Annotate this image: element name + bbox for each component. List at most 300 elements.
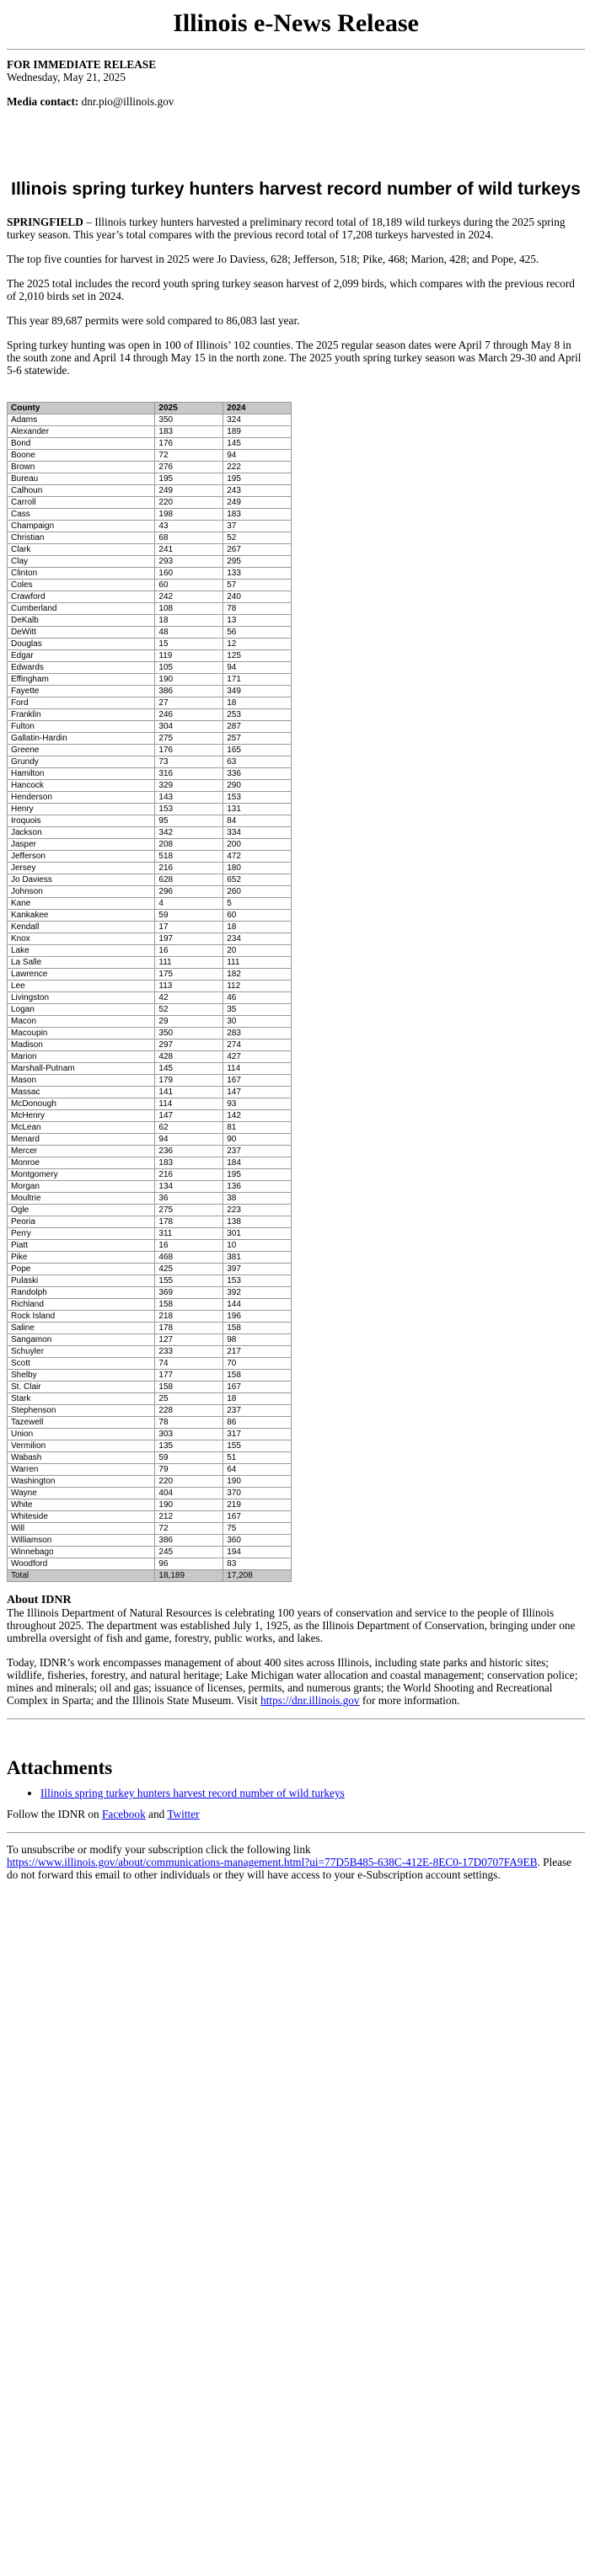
table-row xyxy=(8,1346,292,1358)
harvest-2024-cell: 94 xyxy=(223,662,292,674)
table-row xyxy=(8,438,292,450)
table-row xyxy=(8,603,292,615)
harvest-2025-cell: 119 xyxy=(155,650,223,662)
harvest-2024-cell: 240 xyxy=(223,591,292,603)
county-cell: Perry xyxy=(8,1228,155,1240)
county-cell: Gallatin-Hardin xyxy=(8,733,155,745)
table-row xyxy=(8,1028,292,1039)
harvest-2024-cell: 133 xyxy=(223,568,292,580)
harvest-2024-cell: 158 xyxy=(223,1323,292,1334)
harvest-2025-cell: 198 xyxy=(155,509,223,521)
county-cell: Menard xyxy=(8,1134,155,1146)
harvest-2024-cell: 180 xyxy=(223,863,292,874)
county-cell: Williamson xyxy=(8,1535,155,1547)
table-row xyxy=(8,874,292,886)
footer xyxy=(7,1832,585,1881)
harvest-2025-cell: 94 xyxy=(155,1134,223,1146)
harvest-2024-cell: 70 xyxy=(223,1358,292,1370)
harvest-2024-cell: 94 xyxy=(223,450,292,462)
table-row xyxy=(8,922,292,933)
harvest-2024-cell: 167 xyxy=(223,1075,292,1087)
table-row xyxy=(8,1075,292,1087)
county-cell: Randolph xyxy=(8,1287,155,1299)
table-row xyxy=(8,1511,292,1523)
harvest-2024-cell: 155 xyxy=(223,1440,292,1452)
harvest-2024-cell: 153 xyxy=(223,792,292,804)
harvest-2025-cell: 62 xyxy=(155,1122,223,1134)
harvest-2024-cell: 83 xyxy=(223,1558,292,1570)
county-cell: Massac xyxy=(8,1087,155,1098)
harvest-2024-cell: 125 xyxy=(223,650,292,662)
harvest-2024-cell: 234 xyxy=(223,933,292,945)
county-cell: Greene xyxy=(8,745,155,756)
harvest-2025-cell: 36 xyxy=(155,1193,223,1205)
harvest-2024-cell: 13 xyxy=(223,615,292,627)
harvest-2025-cell: 249 xyxy=(155,485,223,497)
harvest-2025-cell: 179 xyxy=(155,1075,223,1087)
table-row xyxy=(8,462,292,473)
harvest-2024-cell: 189 xyxy=(223,426,292,438)
harvest-2025-cell: 425 xyxy=(155,1264,223,1275)
county-cell: Edgar xyxy=(8,650,155,662)
harvest-2024-cell: 111 xyxy=(223,957,292,969)
table-row xyxy=(8,1110,292,1122)
paragraph-1-text: – Illinois turkey hunters harvested a preliminary record total of 18,189 wild turkeys during the 2025 spring turkey season. This year’s total compares with the previous record total of 17,208 turkeys harvested in 2024. xyxy=(7,216,566,241)
harvest-2024-cell: 165 xyxy=(223,745,292,756)
harvest-2025-cell: 72 xyxy=(155,450,223,462)
county-cell: Warren xyxy=(8,1464,155,1476)
twitter-link[interactable]: Twitter xyxy=(167,1808,200,1820)
harvest-2025-cell: 428 xyxy=(155,1051,223,1063)
table-row xyxy=(8,1098,292,1110)
harvest-2025-cell: 158 xyxy=(155,1382,223,1393)
county-cell: Sangamon xyxy=(8,1334,155,1346)
table-row xyxy=(8,981,292,992)
county-cell: Pike xyxy=(8,1252,155,1264)
table-row xyxy=(8,815,292,827)
county-cell: Jackson xyxy=(8,827,155,839)
harvest-2025-cell: 275 xyxy=(155,1205,223,1216)
harvest-2025-cell: 241 xyxy=(155,544,223,556)
harvest-2025-cell: 127 xyxy=(155,1334,223,1346)
harvest-2025-cell: 15 xyxy=(155,639,223,650)
county-cell: Union xyxy=(8,1429,155,1440)
table-row xyxy=(8,591,292,603)
harvest-2024-cell: 301 xyxy=(223,1228,292,1240)
harvest-2025-cell: 208 xyxy=(155,839,223,851)
harvest-2025-cell: 141 xyxy=(155,1087,223,1098)
harvest-2024-cell: 10 xyxy=(223,1240,292,1252)
table-row xyxy=(8,615,292,627)
table-row xyxy=(8,1393,292,1405)
table-row xyxy=(8,485,292,497)
harvest-2025-cell: 105 xyxy=(155,662,223,674)
harvest-2025-cell: 59 xyxy=(155,1452,223,1464)
county-cell: Hamilton xyxy=(8,768,155,780)
table-row xyxy=(8,473,292,485)
harvest-2024-cell: 184 xyxy=(223,1157,292,1169)
harvest-2025-cell: 296 xyxy=(155,886,223,898)
harvest-2024-cell: 63 xyxy=(223,756,292,768)
table-row xyxy=(8,1440,292,1452)
media-contact-label: Media contact: xyxy=(7,95,79,108)
harvest-2025-cell: 27 xyxy=(155,697,223,709)
county-cell: Winnebago xyxy=(8,1547,155,1558)
table-row xyxy=(8,721,292,733)
table-row xyxy=(8,1275,292,1287)
attachments-heading: Attachments xyxy=(7,1757,113,1778)
unsubscribe-text: To unsubscribe or modify your subscription click the following link xyxy=(7,1843,311,1856)
county-cell: Mercer xyxy=(8,1146,155,1157)
follow-line xyxy=(7,1808,585,1820)
harvest-2024-cell: 145 xyxy=(223,438,292,450)
table-row xyxy=(8,1334,292,1346)
table-row xyxy=(8,898,292,910)
harvest-2024-cell: 46 xyxy=(223,992,292,1004)
table-row xyxy=(8,945,292,957)
harvest-2024-cell: 64 xyxy=(223,1464,292,1476)
unsubscribe-link[interactable]: https://www.illinois.gov/about/communications-management.html?ui=77D5B485-638C-412E-8EC0-17D0707FA9EB xyxy=(7,1856,538,1868)
attachment-item xyxy=(40,1787,585,1799)
harvest-2024-cell: 78 xyxy=(223,603,292,615)
harvest-2025-cell: 386 xyxy=(155,1535,223,1547)
table-row xyxy=(8,886,292,898)
table-header-row xyxy=(8,403,292,414)
harvest-2025-cell: 111 xyxy=(155,957,223,969)
table-row xyxy=(8,509,292,521)
table-row xyxy=(8,1311,292,1323)
harvest-2024-cell: 30 xyxy=(223,1016,292,1028)
harvest-2025-cell: 197 xyxy=(155,933,223,945)
harvest-2024-cell: 267 xyxy=(223,544,292,556)
table-row xyxy=(8,827,292,839)
harvest-2024-cell: 37 xyxy=(223,521,292,532)
about-section xyxy=(7,1594,585,1707)
harvest-2025-cell: 468 xyxy=(155,1252,223,1264)
harvest-2025-cell: 216 xyxy=(155,863,223,874)
harvest-2024-cell: 190 xyxy=(223,1476,292,1488)
table-row xyxy=(8,1169,292,1181)
total-label-cell: Total xyxy=(8,1570,155,1582)
table-row xyxy=(8,1358,292,1370)
table-row xyxy=(8,709,292,721)
harvest-2025-cell: 304 xyxy=(155,721,223,733)
county-cell: DeKalb xyxy=(8,615,155,627)
harvest-2025-cell: 43 xyxy=(155,521,223,532)
table-row xyxy=(8,1558,292,1570)
table-row xyxy=(8,1063,292,1075)
county-cell: Bond xyxy=(8,438,155,450)
harvest-2025-cell: 316 xyxy=(155,768,223,780)
article-headline: Illinois spring turkey hunters harvest record number of wild turkeys xyxy=(11,179,581,199)
table-row xyxy=(8,662,292,674)
harvest-2024-cell: 222 xyxy=(223,462,292,473)
table-row xyxy=(8,1452,292,1464)
harvest-2025-cell: 135 xyxy=(155,1440,223,1452)
harvest-2024-cell: 142 xyxy=(223,1110,292,1122)
table-row xyxy=(8,969,292,981)
harvest-2025-cell: 78 xyxy=(155,1417,223,1429)
paragraph-2: The top five counties for harvest in 2025 were Jo Daviess, 628; Jefferson, 518; Pike, 468; Marion, 428; and Pope, 425. xyxy=(7,253,539,265)
county-cell: Madison xyxy=(8,1039,155,1051)
table-row xyxy=(8,674,292,686)
harvest-2025-cell: 18 xyxy=(155,615,223,627)
table-row xyxy=(8,1264,292,1275)
harvest-2024-cell: 18 xyxy=(223,697,292,709)
county-cell: Marshall-Putnam xyxy=(8,1063,155,1075)
harvest-2025-cell: 245 xyxy=(155,1547,223,1558)
harvest-2025-cell: 183 xyxy=(155,426,223,438)
county-cell: Cass xyxy=(8,509,155,521)
follow-and: and xyxy=(145,1808,168,1820)
harvest-2025-cell: 242 xyxy=(155,591,223,603)
harvest-2024-cell: 652 xyxy=(223,874,292,886)
table-row xyxy=(8,1004,292,1016)
harvest-2024-cell: 51 xyxy=(223,1452,292,1464)
attachment-link[interactable]: Illinois spring turkey hunters harvest record number of wild turkeys xyxy=(40,1787,345,1799)
harvest-2025-cell: 153 xyxy=(155,804,223,815)
county-cell: Effingham xyxy=(8,674,155,686)
table-row xyxy=(8,414,292,426)
county-cell: Fayette xyxy=(8,686,155,697)
county-cell: Christian xyxy=(8,532,155,544)
harvest-2025-cell: 329 xyxy=(155,780,223,792)
harvest-2025-cell: 176 xyxy=(155,745,223,756)
table-row xyxy=(8,1122,292,1134)
harvest-2025-cell: 48 xyxy=(155,627,223,639)
county-cell: Jasper xyxy=(8,839,155,851)
table-row xyxy=(8,1134,292,1146)
total-value-cell: 18,189 xyxy=(155,1570,223,1582)
table-row xyxy=(8,1464,292,1476)
harvest-2024-cell: 219 xyxy=(223,1499,292,1511)
harvest-2024-cell: 153 xyxy=(223,1275,292,1287)
table-row xyxy=(8,1523,292,1535)
harvest-2024-cell: 138 xyxy=(223,1216,292,1228)
county-cell: Macon xyxy=(8,1016,155,1028)
harvest-2025-cell: 218 xyxy=(155,1311,223,1323)
county-cell: Rock Island xyxy=(8,1311,155,1323)
table-row xyxy=(8,839,292,851)
harvest-2024-cell: 81 xyxy=(223,1122,292,1134)
harvest-2025-cell: 518 xyxy=(155,851,223,863)
county-cell: Brown xyxy=(8,462,155,473)
harvest-2025-cell: 25 xyxy=(155,1393,223,1405)
harvest-2024-cell: 131 xyxy=(223,804,292,815)
table-row xyxy=(8,568,292,580)
table-row xyxy=(8,1476,292,1488)
county-cell: Macoupin xyxy=(8,1028,155,1039)
harvest-2024-cell: 217 xyxy=(223,1346,292,1358)
harvest-2025-cell: 628 xyxy=(155,874,223,886)
harvest-2024-cell: 183 xyxy=(223,509,292,521)
harvest-2025-cell: 183 xyxy=(155,1157,223,1169)
facebook-link[interactable]: Facebook xyxy=(102,1808,146,1820)
harvest-2024-cell: 35 xyxy=(223,1004,292,1016)
harvest-2025-cell: 404 xyxy=(155,1488,223,1499)
harvest-2024-cell: 287 xyxy=(223,721,292,733)
county-cell: Ford xyxy=(8,697,155,709)
follow-text: Follow the IDNR on xyxy=(7,1808,103,1820)
harvest-2024-cell: 182 xyxy=(223,969,292,981)
table-row xyxy=(8,1499,292,1511)
harvest-2025-cell: 155 xyxy=(155,1275,223,1287)
harvest-2024-cell: 295 xyxy=(223,556,292,568)
harvest-2025-cell: 59 xyxy=(155,910,223,922)
release-label: FOR IMMEDIATE RELEASE xyxy=(7,58,157,71)
about-paragraph-2-text: Today, IDNR’s work encompasses management of about 400 sites across Illinois, including state parks and historic sites; wildlife, fisheries, forestry, and natural heritage; Lake Michigan water allocation and coastal management; conservation police; mines and minerals; oil and gas; issuance of licenses, permits, and numerous grants; the World Shooting and Recreational Complex in Sparta; and the Illinois State Museum. Visit xyxy=(7,1656,578,1707)
county-cell: Iroquois xyxy=(8,815,155,827)
harvest-2024-cell: 18 xyxy=(223,1393,292,1405)
harvest-2025-cell: 178 xyxy=(155,1216,223,1228)
harvest-table xyxy=(7,402,292,1582)
harvest-2024-cell: 472 xyxy=(223,851,292,863)
table-row xyxy=(8,1146,292,1157)
harvest-2024-cell: 12 xyxy=(223,639,292,650)
table-row xyxy=(8,1535,292,1547)
table-row xyxy=(8,1252,292,1264)
county-cell: Moultrie xyxy=(8,1193,155,1205)
county-cell: Jersey xyxy=(8,863,155,874)
divider xyxy=(7,1832,585,1833)
county-cell: McHenry xyxy=(8,1110,155,1122)
harvest-2024-cell: 360 xyxy=(223,1535,292,1547)
harvest-2024-cell: 98 xyxy=(223,1334,292,1346)
harvest-2024-cell: 195 xyxy=(223,1169,292,1181)
paragraph-1 xyxy=(7,216,585,241)
harvest-2025-cell: 190 xyxy=(155,674,223,686)
column-header: County xyxy=(8,403,155,414)
site-title: Illinois e-News Release xyxy=(173,9,419,37)
table-row xyxy=(8,1405,292,1417)
paragraph-4: This year 89,687 permits were sold compared to 86,083 last year. xyxy=(7,314,300,327)
harvest-2025-cell: 175 xyxy=(155,969,223,981)
harvest-2024-cell: 243 xyxy=(223,485,292,497)
harvest-2024-cell: 336 xyxy=(223,768,292,780)
harvest-2024-cell: 167 xyxy=(223,1382,292,1393)
harvest-2025-cell: 303 xyxy=(155,1429,223,1440)
table-row xyxy=(8,521,292,532)
harvest-2025-cell: 73 xyxy=(155,756,223,768)
county-cell: Will xyxy=(8,1523,155,1535)
county-cell: DeWitt xyxy=(8,627,155,639)
county-cell: Wabash xyxy=(8,1452,155,1464)
county-cell: Edwards xyxy=(8,662,155,674)
table-row xyxy=(8,851,292,863)
table-row xyxy=(8,1417,292,1429)
harvest-2025-cell: 16 xyxy=(155,945,223,957)
county-cell: Carroll xyxy=(8,497,155,509)
county-cell: St. Clair xyxy=(8,1382,155,1393)
harvest-2024-cell: 93 xyxy=(223,1098,292,1110)
harvest-2025-cell: 176 xyxy=(155,438,223,450)
column-header: 2025 xyxy=(155,403,223,414)
harvest-2024-cell: 257 xyxy=(223,733,292,745)
table-row xyxy=(8,1240,292,1252)
harvest-2025-cell: 220 xyxy=(155,1476,223,1488)
harvest-2024-cell: 86 xyxy=(223,1417,292,1429)
table-row xyxy=(8,1323,292,1334)
county-cell: Hancock xyxy=(8,780,155,792)
table-row xyxy=(8,1429,292,1440)
harvest-2024-cell: 249 xyxy=(223,497,292,509)
county-cell: Saline xyxy=(8,1323,155,1334)
table-row xyxy=(8,1382,292,1393)
county-cell: Pulaski xyxy=(8,1275,155,1287)
harvest-2024-cell: 194 xyxy=(223,1547,292,1558)
release-meta xyxy=(7,58,585,83)
harvest-2025-cell: 145 xyxy=(155,1063,223,1075)
harvest-2025-cell: 386 xyxy=(155,686,223,697)
county-cell: Tazewell xyxy=(8,1417,155,1429)
county-cell: Clay xyxy=(8,556,155,568)
harvest-2025-cell: 96 xyxy=(155,1558,223,1570)
harvest-2024-cell: 167 xyxy=(223,1511,292,1523)
harvest-2025-cell: 190 xyxy=(155,1499,223,1511)
harvest-2024-cell: 112 xyxy=(223,981,292,992)
harvest-2024-cell: 334 xyxy=(223,827,292,839)
harvest-2025-cell: 113 xyxy=(155,981,223,992)
media-contact xyxy=(7,95,585,108)
table-row xyxy=(8,957,292,969)
about-paragraph-1: The Illinois Department of Natural Resources is celebrating 100 years of conservation and service to the people of Illinois throughout 2025. The department was established July 1, 1925, as the Illinois Department of Conservation, bringing under one umbrella oversight of fish and game, forestry, public works, and lakes. xyxy=(7,1606,576,1644)
harvest-2025-cell: 134 xyxy=(155,1181,223,1193)
harvest-2024-cell: 397 xyxy=(223,1264,292,1275)
harvest-2025-cell: 342 xyxy=(155,827,223,839)
harvest-2024-cell: 427 xyxy=(223,1051,292,1063)
harvest-2025-cell: 297 xyxy=(155,1039,223,1051)
county-cell: Fulton xyxy=(8,721,155,733)
harvest-2024-cell: 38 xyxy=(223,1193,292,1205)
harvest-2025-cell: 147 xyxy=(155,1110,223,1122)
county-cell: Kankakee xyxy=(8,910,155,922)
table-row xyxy=(8,1039,292,1051)
harvest-2024-cell: 158 xyxy=(223,1370,292,1382)
harvest-2025-cell: 160 xyxy=(155,568,223,580)
county-cell: Lake xyxy=(8,945,155,957)
county-cell: Shelby xyxy=(8,1370,155,1382)
harvest-2024-cell: 392 xyxy=(223,1287,292,1299)
county-cell: Coles xyxy=(8,580,155,591)
table-row xyxy=(8,426,292,438)
harvest-2024-cell: 136 xyxy=(223,1181,292,1193)
harvest-2024-cell: 114 xyxy=(223,1063,292,1075)
county-cell: Johnson xyxy=(8,886,155,898)
harvest-2024-cell: 144 xyxy=(223,1299,292,1311)
county-cell: Kane xyxy=(8,898,155,910)
divider xyxy=(7,49,585,50)
harvest-2025-cell: 68 xyxy=(155,532,223,544)
county-cell: Adams xyxy=(8,414,155,426)
forward-warning: . Please do not forward this email to other individuals or they will have access to your e-Subscription account settings. xyxy=(7,1856,572,1881)
county-cell: Crawford xyxy=(8,591,155,603)
harvest-2024-cell: 237 xyxy=(223,1146,292,1157)
county-cell: Clinton xyxy=(8,568,155,580)
harvest-2024-cell: 370 xyxy=(223,1488,292,1499)
county-cell: Scott xyxy=(8,1358,155,1370)
harvest-2025-cell: 178 xyxy=(155,1323,223,1334)
harvest-2025-cell: 143 xyxy=(155,792,223,804)
harvest-2025-cell: 72 xyxy=(155,1523,223,1535)
county-cell: Peoria xyxy=(8,1216,155,1228)
county-cell: Pope xyxy=(8,1264,155,1275)
harvest-2024-cell: 18 xyxy=(223,922,292,933)
harvest-2025-cell: 114 xyxy=(155,1098,223,1110)
county-cell: Knox xyxy=(8,933,155,945)
county-cell: Bureau xyxy=(8,473,155,485)
county-cell: Champaign xyxy=(8,521,155,532)
idnr-website-link[interactable]: https://dnr.illinois.gov xyxy=(260,1694,360,1707)
